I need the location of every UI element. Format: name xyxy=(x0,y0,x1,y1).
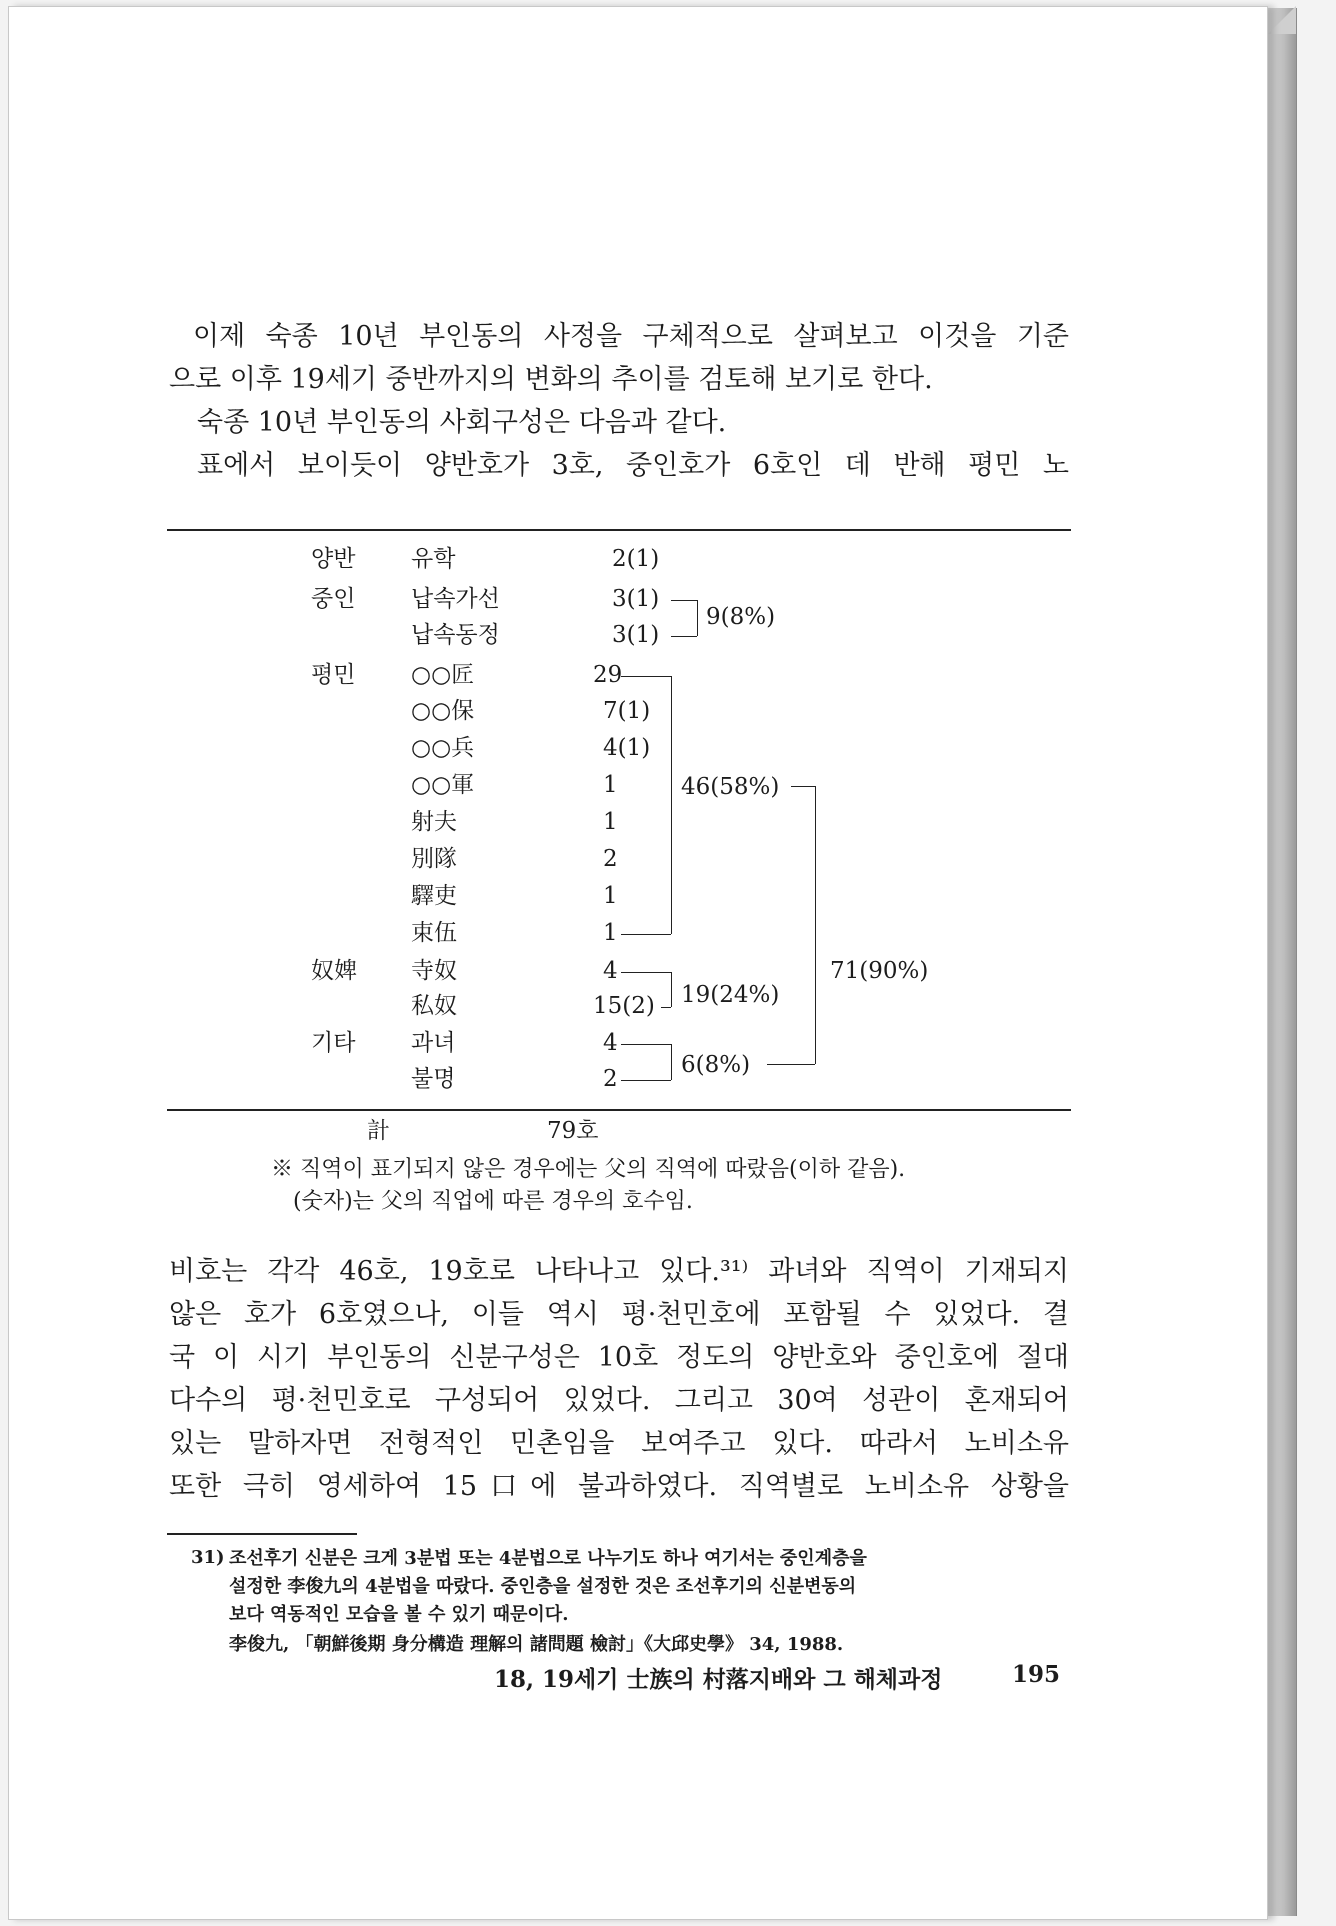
table-item: 驛吏 xyxy=(411,883,457,909)
table-item: ○○匠 xyxy=(411,662,475,688)
table-count: 1 xyxy=(603,920,618,946)
body-line: 국 이 시기 부인동의 신분구성은 10호 정도의 양반호와 중인호에 절대 xyxy=(169,1342,1069,1373)
table-item: 유학 xyxy=(411,546,456,572)
table-note: ※ 직역이 표기되지 않은 경우에는 父의 직역에 따랐음(이하 같음). xyxy=(271,1157,906,1182)
table-category: 중인 xyxy=(311,586,356,612)
footnote-citation: 李俊九, 「朝鮮後期 身分構造 理解의 諸問題 檢討」《大邱史學》 34, 1988. xyxy=(229,1634,844,1655)
bracket-tick xyxy=(621,676,671,677)
table-count: 4 xyxy=(603,1030,618,1056)
intro-line: 이제 숙종 10년 부인동의 사정을 구체적으로 살펴보고 이것을 기준 xyxy=(193,321,1069,352)
subtotal-chungin: 9(8%) xyxy=(706,604,776,630)
table-count: 2 xyxy=(603,846,618,872)
table-note: (숫자)는 父의 직업에 따른 경우의 호수임. xyxy=(293,1189,693,1214)
total-label: 計 xyxy=(367,1118,390,1144)
bracket-line xyxy=(671,676,672,934)
body-line: 있는 말하자면 전형적인 민촌임을 보여주고 있다. 따라서 노비소유 xyxy=(169,1428,1069,1459)
table-item: ○○軍 xyxy=(411,772,475,798)
table-category: 奴婢 xyxy=(311,958,357,984)
table-category: 기타 xyxy=(311,1030,356,1056)
table-item: 불명 xyxy=(411,1066,456,1092)
subtotal-nobi: 19(24%) xyxy=(681,982,780,1008)
footnote-rule xyxy=(167,1533,357,1535)
table-count: 2 xyxy=(603,1066,618,1092)
page-edge xyxy=(1266,8,1297,1916)
intro-line: 표에서 보이듯이 양반호가 3호, 중인호가 6호인 데 반해 평민 노 xyxy=(197,450,1069,481)
page-number: 195 xyxy=(1012,1661,1061,1688)
running-head: 18, 19세기 士族의 村落지배와 그 해체과정 xyxy=(494,1666,943,1693)
table-bottom-rule xyxy=(167,1109,1071,1111)
table-item: 납속동정 xyxy=(411,622,500,648)
body-line: 비호는 각각 46호, 19호로 나타나고 있다.³¹⁾ 과녀와 직역이 기재되지 xyxy=(169,1256,1069,1287)
table-item: 납속가선 xyxy=(411,586,500,612)
bracket-tick xyxy=(621,1080,671,1081)
table-item: 束伍 xyxy=(411,920,457,946)
table-count: 29 xyxy=(593,662,623,688)
table-count: 3(1) xyxy=(612,622,660,648)
table-item: ○○保 xyxy=(411,698,475,724)
table-count: 1 xyxy=(603,883,618,909)
intro-line: 으로 이후 19세기 중반까지의 변화의 추이를 검토해 보기로 한다. xyxy=(169,364,933,395)
table-count: 1 xyxy=(603,809,618,835)
table-count: 2(1) xyxy=(612,546,660,572)
table-item: 別隊 xyxy=(411,846,457,872)
footnote-number: 31) xyxy=(191,1547,225,1568)
table-count: 7(1) xyxy=(603,698,651,724)
intro-paragraph xyxy=(169,315,1069,487)
table-count: 1 xyxy=(603,772,618,798)
bracket-tick xyxy=(671,636,697,637)
table-top-rule xyxy=(167,529,1071,531)
subtotal-gita: 6(8%) xyxy=(681,1052,751,1078)
bracket-line xyxy=(671,1044,672,1080)
bracket-tick xyxy=(621,1044,671,1045)
table-count: 15(2) xyxy=(593,993,655,1019)
table-count: 4(1) xyxy=(603,735,651,761)
bracket-connector xyxy=(791,786,815,787)
intro-line: 숙종 10년 부인동의 사회구성은 다음과 같다. xyxy=(197,407,727,438)
bracket-line xyxy=(697,600,698,636)
bracket-tick xyxy=(621,972,671,973)
subtotal-combined: 71(90%) xyxy=(830,958,929,984)
body-line: 다수의 평·천민호로 구성되어 있었다. 그리고 30여 성관이 혼재되어 xyxy=(169,1385,1069,1416)
body-line: 않은 호가 6호였으나, 이들 역시 평·천민호에 포함될 수 있었다. 결 xyxy=(169,1299,1069,1330)
table-count: 4 xyxy=(603,958,618,984)
bracket-line xyxy=(815,786,816,1064)
page-corner xyxy=(1268,6,1296,34)
bracket-connector xyxy=(767,1064,815,1065)
footnote-line: 설정한 李俊九의 4분법을 따랐다. 중인층을 설정한 것은 조선후기의 신분변동의 xyxy=(229,1576,857,1597)
subtotal-pyeongmin: 46(58%) xyxy=(681,774,780,800)
footnote-line: 조선후기 신분은 크게 3분법 또는 4분법으로 나누기도 하나 여기서는 중인계층을 xyxy=(229,1548,867,1569)
table-item: 과녀 xyxy=(411,1030,456,1056)
document-page xyxy=(8,6,1268,1920)
table-category: 양반 xyxy=(311,546,356,572)
table-item: 射夫 xyxy=(411,809,457,835)
table-item: 私奴 xyxy=(411,993,457,1019)
footnote-line: 보다 역동적인 모습을 볼 수 있기 때문이다. xyxy=(229,1604,569,1625)
bracket-tick xyxy=(661,1007,671,1008)
total-value: 79호 xyxy=(547,1118,599,1144)
table-category: 평민 xyxy=(311,662,356,688)
body-paragraph xyxy=(169,1250,1069,1508)
body-line: 또한 극히 영세하여 15口에 불과하였다. 직역별로 노비소유 상황을 xyxy=(169,1471,1069,1502)
table-item: ○○兵 xyxy=(411,735,475,761)
bracket-tick xyxy=(671,600,697,601)
table-item: 寺奴 xyxy=(411,958,457,984)
bracket-line xyxy=(671,972,672,1007)
bracket-tick xyxy=(621,934,671,935)
table-count: 3(1) xyxy=(612,586,660,612)
